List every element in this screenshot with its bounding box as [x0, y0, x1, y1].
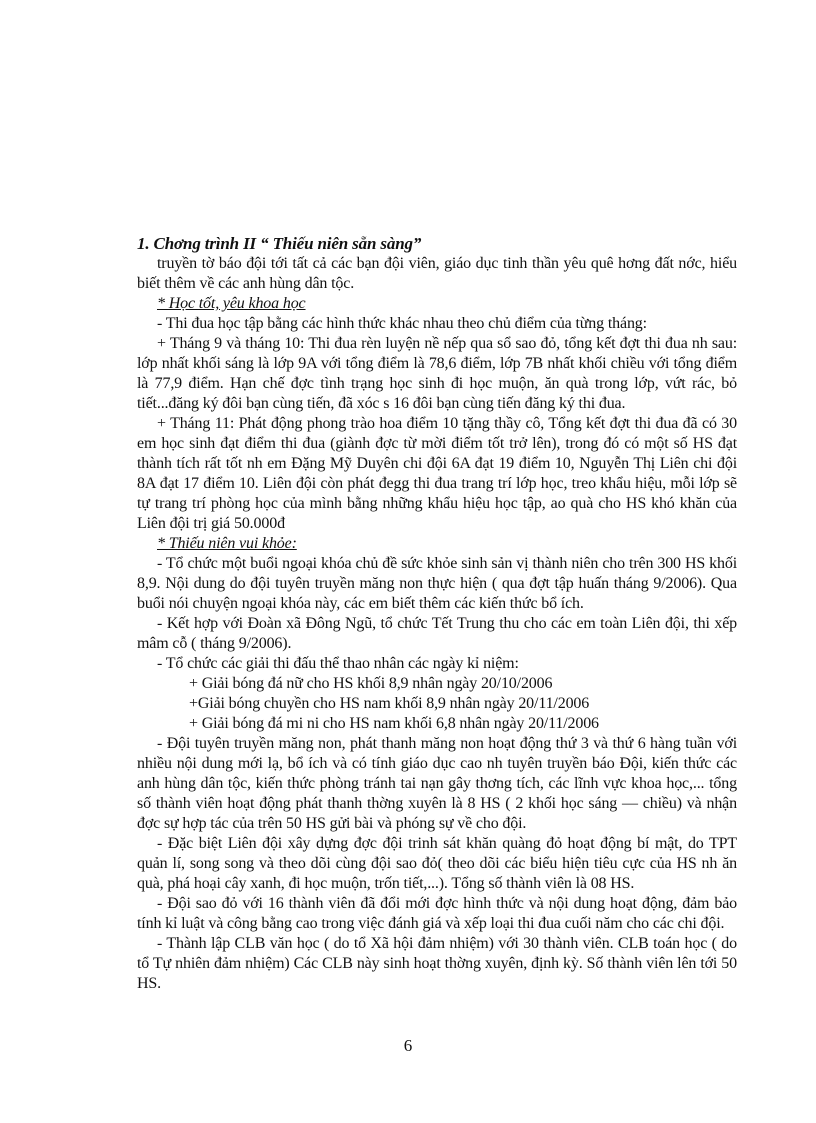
intro-paragraph: truyền tờ báo đội tới tất cả các bạn đội viên, giáo dục tinh thần yêu quê hơng đất nớc, hiểu biết thêm về các anh hùng dân tộc.	[137, 255, 737, 292]
subsection-heading-health: * Thiếu niên vui khỏe:	[157, 535, 297, 552]
section-heading: 1. Chơng trình II “ Thiếu niên sẵn sàng”	[137, 234, 422, 253]
list-item: + Giải bóng đá nữ cho HS khối 8,9 nhân ngày 20/10/2006	[189, 675, 553, 692]
list-item: + Giải bóng đá mi ni cho HS nam khối 6,8 nhân ngày 20/11/2006	[189, 715, 599, 732]
paragraph: + Tháng 11: Phát động phong trào hoa điểm 10 tặng thầy cô, Tổng kết đợt thi đua đã có 30 em học sinh đạt điểm thi đua (giành đợc từ mời điểm tốt trở lên), trong đó có một số HS đạt thành tích rất tốt nh em Đặng Mỹ Duyên chi đội 6A đạt 19 điểm 10, Nguyễn Thị Liên chi đội 8A đạt 17 điểm 10. Liên đội còn phát đegg thi đua trang trí lớp học, treo khẩu hiệu, mỗi lớp sẽ tự trang trí phòng học của mình bằng những khẩu hiệu học tập, ao quà cho HS khó khăn của Liên đội trị giá 50.000đ	[137, 415, 737, 532]
paragraph: + Tháng 9 và tháng 10: Thi đua rèn luyện nề nếp qua sổ sao đỏ, tổng kết đợt thi đua nh sau: lớp nhất khối sáng là lớp 9A với tổng điểm là 78,6 điểm, lớp 7B nhất khối chiều với tổng điểm là 77,9 điểm. Hạn chế đợc tình trạng học sinh đi học muộn, ăn quà trong lớp, vứt rác, bỏ tiết...đăng ký đôi bạn cùng tiến, đã xóc s 16 đôi bạn cùng tiến đăng ký thi đua.	[137, 335, 737, 412]
paragraph: - Kết hợp với Đoàn xã Đông Ngũ, tổ chức Tết Trung thu cho các em toàn Liên đội, thi xếp mâm cỗ ( tháng 9/2006).	[137, 615, 737, 652]
paragraph: - Đội tuyên truyền măng non, phát thanh măng non hoạt động thứ 3 và thứ 6 hàng tuần với nhiều nội dung mới lạ, bổ ích và có tính giáo dục cao nh tuyên truyền báo Đội, kiến thức các anh hùng dân tộc, kiến thức phòng tránh tai nạn gây thơng tích, các lĩnh vực khoa học,... tổng số thành viên hoạt động phát thanh thờng xuyên là 8 HS ( 2 khối học sáng — chiều) và nhận đợc sự hợp tác của trên 50 HS gửi bài và phóng sự về cho đội.	[137, 735, 737, 832]
paragraph: - Thành lập CLB văn học ( do tổ Xã hội đảm nhiệm) với 30 thành viên. CLB toán học ( do tổ Tự nhiên đảm nhiệm) Các CLB này sinh hoạt thờng xuyên, định kỳ. Số thành viên lên tới 50 HS.	[137, 935, 737, 992]
paragraph: - Tổ chức các giải thi đấu thể thao nhân các ngày kỉ niệm:	[157, 655, 519, 672]
page-number: 6	[403, 1036, 413, 1055]
paragraph: - Tổ chức một buổi ngoại khóa chủ đề sức khỏe sinh sản vị thành niên cho trên 300 HS khối 8,9. Nội dung do đội tuyên truyền măng non thực hiện ( qua đợt tập huấn tháng 9/2006). Qua buổi nói chuyện ngoại khóa này, các em biết thêm các kiến thức bổ ích.	[137, 555, 737, 612]
paragraph: - Đội sao đỏ với 16 thành viên đã đổi mới đợc hình thức và nội dung hoạt động, đảm bảo tính kỉ luật và công bằng cao trong việc đánh giá và xếp loại thi đua cuối năm cho các chi đội.	[137, 895, 737, 932]
list-item: +Giải bóng chuyền cho HS nam khối 8,9 nhân ngày 20/11/2006	[189, 695, 590, 712]
subsection-heading-study: * Học tốt, yêu khoa học	[157, 295, 306, 312]
page-body	[137, 234, 737, 994]
paragraph: - Đặc biệt Liên đội xây dựng đợc đội trinh sát khăn quàng đỏ hoạt động bí mật, do TPT quản lí, song song và theo dõi cùng đội sao đỏ( theo dõi các biểu hiện tiêu cực của HS nh ăn quà, phá hoại cây xanh, đi học muộn, trốn tiết,...). Tổng số thành viên là 08 HS.	[137, 835, 737, 892]
paragraph: - Thi đua học tập bằng các hình thức khác nhau theo chủ điểm của từng tháng:	[157, 315, 647, 332]
